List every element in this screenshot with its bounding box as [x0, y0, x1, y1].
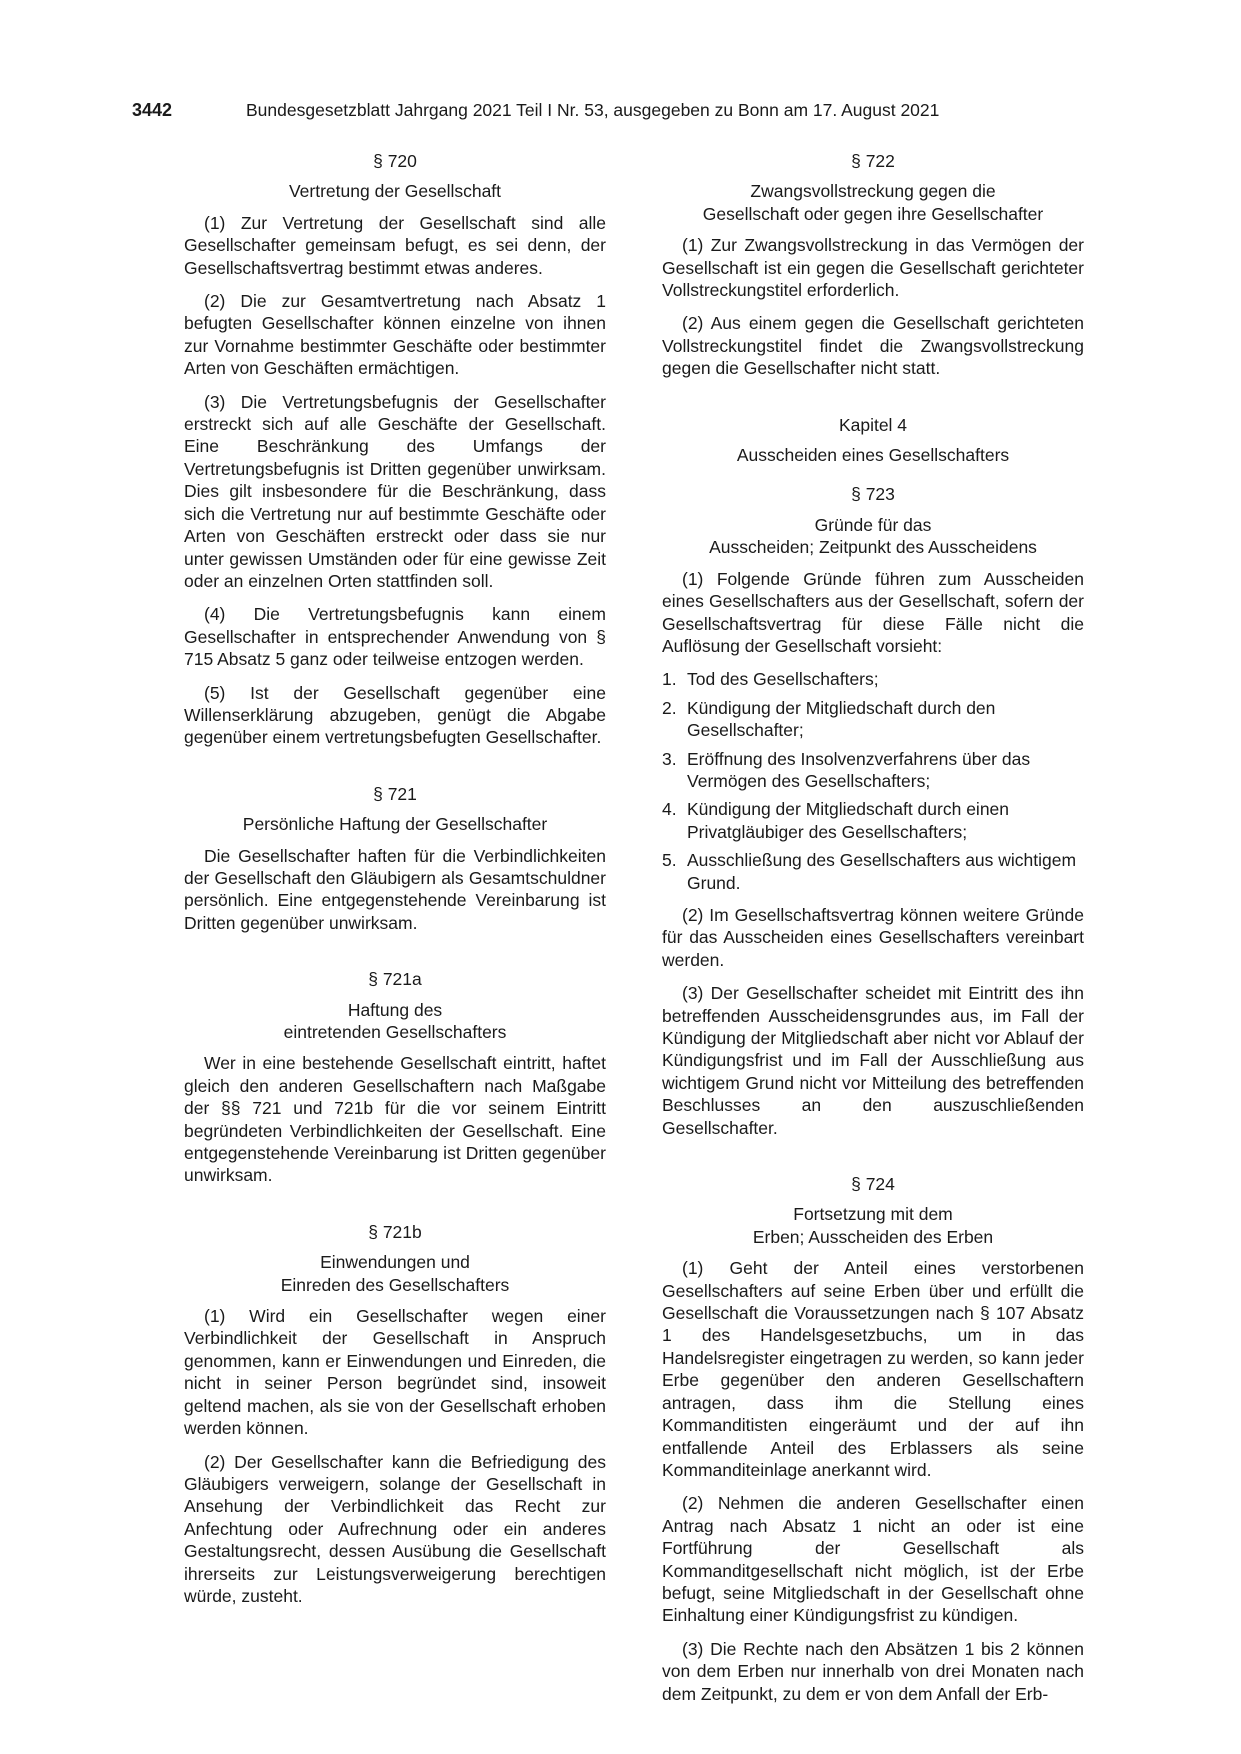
list-item: [662, 798, 1084, 843]
section-title: [662, 1203, 1084, 1248]
section-724: [662, 1173, 1084, 1705]
section-number: § 721a: [368, 969, 422, 990]
paragraph: (1) Zur Zwangsvollstreckung in das Vermögen der Gesellschaft ist ein gegen die Gesellschaft gerichteter Vollstreckungstitel erforderlich.: [662, 235, 1084, 301]
page-number: 3442: [132, 100, 173, 120]
section-number: § 722: [851, 151, 895, 171]
section-723: [662, 483, 1084, 1139]
section-721: [184, 783, 606, 934]
section-720: [184, 150, 606, 749]
paragraph: (3) Die Rechte nach den Absätzen 1 bis 2 können von dem Erben nur innerhalb von drei Monaten nach dem Zeitpunkt, zu dem er von dem Anfall der Erb-: [662, 1638, 1084, 1704]
paragraph: (2) Aus einem gegen die Gesellschaft gerichteten Vollstreckungstitel findet die Zwangsvollstreckung gegen die Gesellschafter nicht statt.: [662, 313, 1084, 379]
list-item: [662, 697, 1084, 742]
right-column: [662, 150, 1084, 1716]
gazette-title: Bundesgesetzblatt Jahrgang 2021 Teil I Nr. 53, ausgegeben zu Bonn am 17. August 2021: [246, 100, 940, 120]
paragraph: Wer in eine bestehende Gesellschaft eintritt, haftet gleich den anderen Gesellschaftern nach Maßgabe der §§ 721 und 721b für die vor seinem Eintritt begründeten Verbindlichkeiten der Gesellschaft. Eine entgegenstehende Vereinbarung ist Dritten gegenüber unwirksam.: [184, 1053, 606, 1186]
paragraph: (1) Geht der Anteil eines verstorbenen Gesellschafters auf seine Erben über und erfüllt die Gesellschaft die Voraussetzungen nach § 107 Absatz 1 des Handelsgesetzbuchs, um in das Handelsregister eingetragen zu werden, so kann jeder Erbe gegenüber den anderen Gesellschaftern antragen, dass ihm die Stellung eines Kommanditisten eingeräumt und der auf ihn entfallende Anteil des Erblassers als seine Kommanditeinlage anerkannt wird.: [662, 1258, 1084, 1480]
list-item-text: Ausschließung des Gesellschafters aus wichtigem Grund.: [687, 850, 1077, 893]
page-header: [132, 100, 1002, 124]
reasons-list: [662, 668, 1084, 894]
section-title-line: Haftung des: [347, 999, 443, 1020]
section-title-line: Gründe für das: [814, 514, 932, 535]
section-number: § 721b: [368, 1221, 422, 1242]
left-column: [184, 150, 606, 1618]
paragraph: (5) Ist der Gesellschaft gegenüber eine Willenserklärung abzugeben, genügt die Abgabe gegenüber einem vertretungsbefugten Gesellschafter.: [184, 682, 606, 748]
section-title-line: Einreden des Gesellschafters: [280, 1274, 510, 1295]
chapter-label: Kapitel 4: [838, 414, 908, 435]
section-title: Vertretung der Gesellschaft: [288, 181, 502, 202]
paragraph: (3) Der Gesellschafter scheidet mit Eintritt des ihn betreffenden Ausscheidensgrundes aus, im Fall der Kündigung der Mitgliedschaft aber nicht vor Ablauf der Kündigungsfrist und im Fall der Ausschließung aus wichtigem Grund nicht vor Mitteilung des betreffenden Beschlusses an den auszuschließenden Gesellschafter.: [662, 983, 1084, 1138]
list-item-number: 2.: [662, 697, 677, 718]
section-title: [662, 514, 1084, 559]
section-722: [662, 150, 1084, 380]
paragraph: (1) Folgende Gründe führen zum Ausscheiden eines Gesellschafters aus der Gesellschaft, sofern der Gesellschaftsvertrag für diese Fälle nicht die Auflösung der Gesellschaft vorsieht:: [662, 568, 1084, 656]
section-title-line: Erben; Ausscheiden des Erben: [752, 1226, 994, 1247]
list-item-text: Kündigung der Mitgliedschaft durch einen Privatgläubiger des Gesellschafters;: [687, 799, 1010, 842]
list-item-text: Kündigung der Mitgliedschaft durch den Gesellschafter;: [687, 697, 996, 741]
chapter-title: Ausscheiden eines Gesellschafters: [736, 445, 1010, 466]
list-item-number: 3.: [662, 748, 677, 769]
section-title-line: Ausscheiden; Zeitpunkt des Ausscheidens: [709, 537, 1037, 558]
section-title: [184, 1251, 606, 1296]
chapter-heading: [662, 414, 1084, 467]
paragraph: (1) Wird ein Gesellschafter wegen einer Verbindlichkeit der Gesellschaft in Anspruch genommen, kann er Einwendungen und Einreden, die nicht in seiner Person begründet sind, insoweit geltend machen, als sie von der Gesellschaft erhoben werden können.: [184, 1306, 606, 1439]
section-title-line: Fortsetzung mit dem: [793, 1204, 953, 1225]
section-title-line: Einwendungen und: [320, 1252, 470, 1273]
paragraph: (2) Die zur Gesamtvertretung nach Absatz 1 befugten Gesellschafter können einzelne von ihnen zur Vornahme bestimmter Geschäfte oder bestimmter Arten von Geschäften ermächtigen.: [184, 291, 606, 379]
paragraph: (3) Die Vertretungsbefugnis der Gesellschafter erstreckt sich auf alle Geschäfte der Gesellschaft. Eine Beschränkung des Umfangs der Vertretungsbefugnis ist Dritten gegenüber unwirksam. Dies gilt insbesondere für die Beschränkung, dass sich die Vertretung nur auf bestimmte Geschäfte oder Arten von Geschäften erstreckt oder dass sie nur unter gewissen Umständen oder für eine gewisse Zeit oder an einzelnen Orten stattfinden soll.: [184, 391, 606, 591]
paragraph: (2) Der Gesellschafter kann die Befriedigung des Gläubigers verweigern, solange der Gesellschaft in Ansehung der Verbindlichkeit das Recht zur Anfechtung oder Aufrechnung oder ein anderes Gestaltungsrecht, dessen Ausübung die Gesellschaft ihrerseits zur Leistungsverweigerung berechtigen würde, zusteht.: [184, 1451, 606, 1606]
section-721b: [184, 1221, 606, 1608]
section-721a: [184, 968, 606, 1187]
section-number: § 723: [851, 484, 895, 505]
paragraph: (4) Die Vertretungsbefugnis kann einem Gesellschafter in entsprechender Anwendung von § 715 Absatz 5 ganz oder teilweise entzogen werden.: [184, 604, 606, 670]
section-title: [184, 999, 606, 1044]
list-item-text: Tod des Gesellschafters;: [687, 669, 879, 690]
list-item-number: 4.: [662, 799, 677, 820]
paragraph: Die Gesellschafter haften für die Verbindlichkeiten der Gesellschaft den Gläubigern als Gesamtschuldner persönlich. Eine entgegenstehende Vereinbarung ist Dritten gegenüber unwirksam.: [184, 845, 606, 933]
paragraph: (1) Zur Vertretung der Gesellschaft sind alle Gesellschafter gemeinsam befugt, es sei denn, der Gesellschaftsvertrag bestimmt etwas anderes.: [184, 212, 606, 278]
list-item-text: Eröffnung des Insolvenzverfahrens über das Vermögen des Gesellschafters;: [687, 748, 1031, 791]
section-number: § 721: [373, 783, 417, 804]
section-title-line: eintretenden Gesellschafters: [283, 1022, 507, 1042]
list-item-number: 1.: [662, 669, 677, 690]
section-title-line: Zwangsvollstreckung gegen die: [750, 181, 996, 202]
list-item: [662, 849, 1084, 894]
paragraph: (2) Nehmen die anderen Gesellschafter einen Antrag nach Absatz 1 nicht an oder ist eine Fortführung der Gesellschaft als Kommanditgesellschaft nicht möglich, ist der Erbe befugt, seine Mitgliedschaft in der Gesellschaft ohne Einhaltung einer Kündigungsfrist zu kündigen.: [662, 1493, 1084, 1626]
section-title-line: Gesellschaft oder gegen ihre Gesellschafter: [702, 203, 1044, 224]
list-item: [662, 748, 1084, 793]
list-item-number: 5.: [662, 850, 677, 871]
section-number: § 720: [373, 151, 417, 171]
list-item: [662, 668, 1084, 690]
section-number: § 724: [851, 1174, 895, 1195]
paragraph: (2) Im Gesellschaftsvertrag können weitere Gründe für das Ausscheiden eines Gesellschafters vereinbart werden.: [662, 904, 1084, 970]
section-title: Persönliche Haftung der Gesellschafter: [242, 814, 548, 835]
section-title: [662, 180, 1084, 225]
